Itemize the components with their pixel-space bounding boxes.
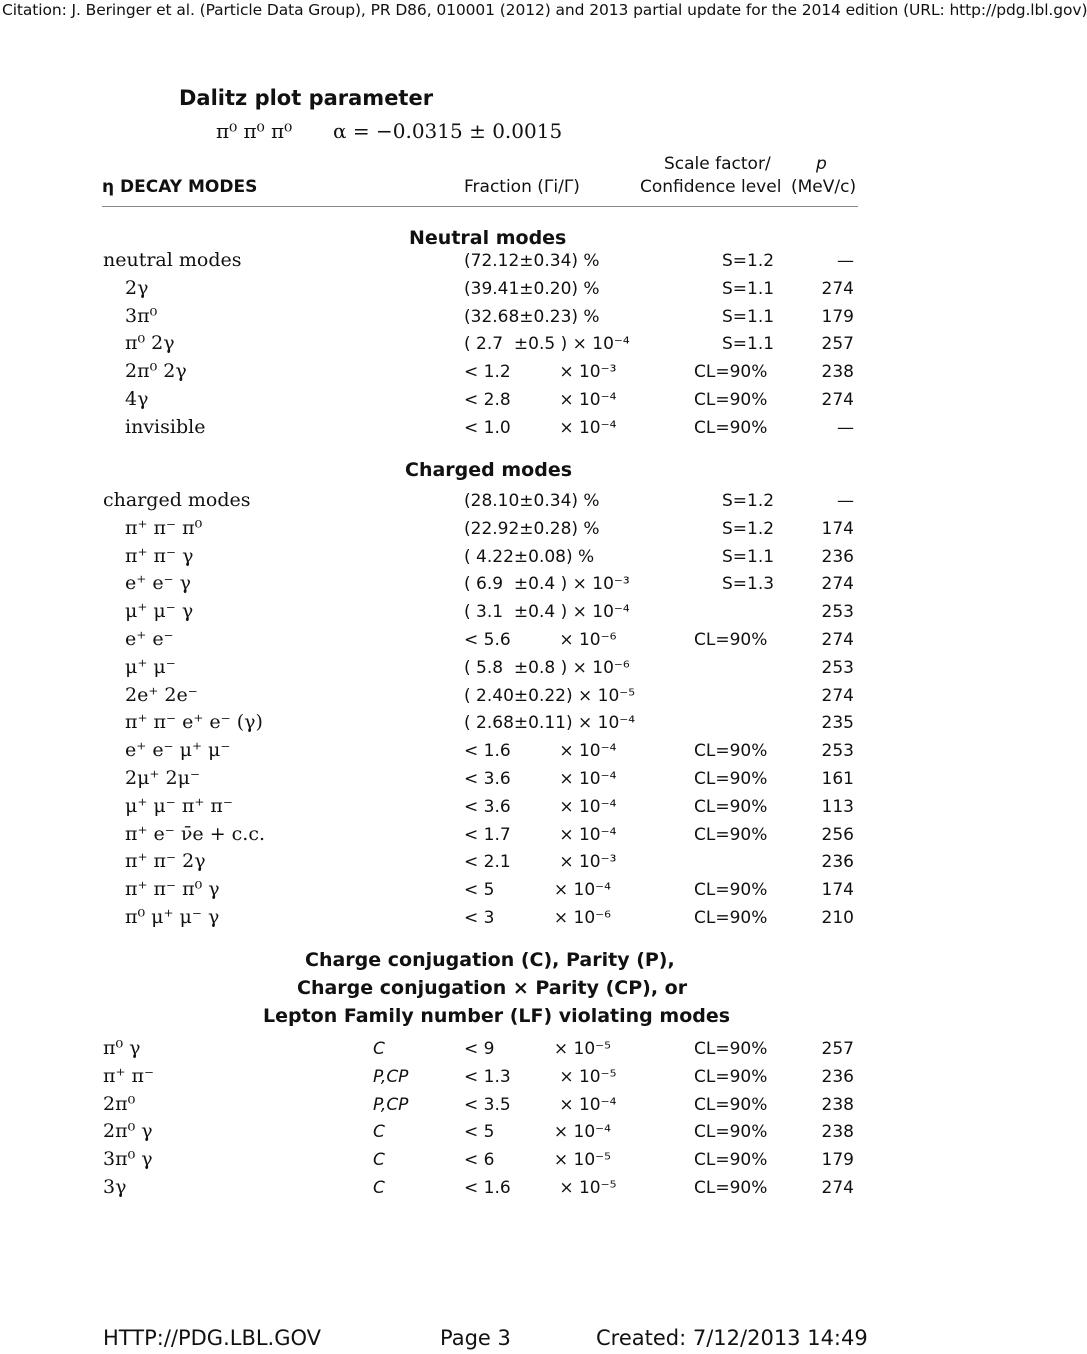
table-row [0, 852, 960, 878]
footer-url[interactable]: HTTP://PDG.LBL.GOV [103, 1326, 322, 1350]
table-row [0, 908, 960, 934]
table-row [0, 880, 960, 906]
decay-mode: π⁺ π⁻ π⁰ γ [125, 878, 220, 901]
section-violating-title-1: Charge conjugation (C), Parity (P), [305, 949, 675, 971]
header-confidence-level: Confidence level [640, 177, 782, 197]
table-row [0, 1092, 960, 1121]
scale-or-confidence: CL=90% [694, 908, 768, 928]
fraction-value: < 2.1 × 10⁻³ [464, 852, 617, 873]
dalitz-title: Dalitz plot parameter [179, 86, 434, 110]
decay-mode: 3π⁰ [125, 304, 158, 327]
decay-mode: e⁺ e⁻ [125, 628, 174, 650]
decay-mode: e⁺ e⁻ μ⁺ μ⁻ [125, 739, 231, 762]
table-row [0, 1064, 960, 1093]
decay-mode: 2γ [125, 276, 149, 299]
scale-or-confidence: S=1.1 [722, 306, 775, 327]
table-row [0, 516, 960, 545]
scale-or-confidence: CL=90% [694, 417, 768, 438]
scale-or-confidence: CL=90% [694, 769, 768, 789]
scale-or-confidence: CL=90% [694, 880, 768, 901]
fraction-value: ( 4.22±0.08) % [464, 546, 595, 567]
momentum-value: 256 [821, 824, 854, 845]
decay-mode: neutral modes [103, 249, 242, 271]
table-row [0, 304, 960, 333]
fraction-value: < 6 × 10⁻⁵ [464, 1150, 611, 1171]
decay-mode: π⁺ e⁻ ν̄e + c.c. [125, 822, 266, 845]
table-row [0, 602, 960, 628]
scale-or-confidence: S=1.1 [722, 546, 775, 567]
fraction-value: < 3.6 × 10⁻⁴ [464, 796, 617, 817]
violated-property: C [373, 1039, 385, 1059]
header-p-unit: (MeV/c) [791, 177, 857, 197]
table-row [0, 1122, 960, 1148]
scale-or-confidence: CL=90% [694, 1094, 768, 1115]
momentum-value: 174 [821, 518, 854, 539]
fraction-value: ( 2.40±0.22) × 10⁻⁵ [464, 685, 636, 706]
table-row [0, 1039, 960, 1065]
table-row [0, 334, 960, 360]
decay-mode: π⁺ π⁻ 2γ [125, 850, 206, 873]
table-row [0, 415, 960, 444]
decay-mode: μ⁺ μ⁻ [125, 655, 176, 678]
fraction-value: ( 2.68±0.11) × 10⁻⁴ [464, 713, 636, 734]
fraction-value: (28.10±0.34) % [464, 491, 600, 511]
table-row [0, 1150, 960, 1176]
fraction-value: < 9 × 10⁻⁵ [464, 1039, 611, 1059]
header-p: p [816, 154, 827, 174]
table-row [0, 769, 960, 795]
decay-mode: μ⁺ μ⁻ π⁺ π⁻ [125, 794, 233, 817]
header-decay-modes: η DECAY MODES [102, 177, 258, 197]
momentum-value: 238 [821, 1122, 854, 1143]
momentum-value: — [837, 491, 854, 511]
scale-or-confidence: CL=90% [694, 362, 768, 383]
decay-mode: π⁺ π⁻ e⁺ e⁻ (γ) [125, 711, 263, 734]
momentum-value: 238 [821, 1094, 854, 1115]
fraction-value: < 2.8 × 10⁻⁴ [464, 390, 617, 410]
scale-or-confidence: S=1.2 [722, 491, 775, 511]
decay-mode: 4γ [125, 388, 149, 410]
table-row [0, 390, 960, 416]
table-row [0, 741, 960, 767]
decay-mode: π⁰ γ [103, 1037, 141, 1059]
violated-property: C [373, 1178, 385, 1198]
fraction-value: < 1.2 × 10⁻³ [464, 362, 617, 383]
decay-mode: μ⁺ μ⁻ γ [125, 600, 194, 623]
fraction-value: < 5.6 × 10⁻⁶ [464, 630, 617, 650]
fraction-value: ( 6.9 ±0.4 ) × 10⁻³ [464, 574, 630, 595]
fraction-value: ( 2.7 ±0.5 ) × 10⁻⁴ [464, 334, 630, 355]
fraction-value: < 5 × 10⁻⁴ [464, 1122, 611, 1143]
momentum-value: 274 [821, 685, 854, 706]
scale-or-confidence: CL=90% [694, 796, 768, 817]
scale-or-confidence: CL=90% [694, 390, 768, 410]
momentum-value: 238 [821, 362, 854, 383]
fraction-value: (32.68±0.23) % [464, 306, 600, 327]
decay-mode: π⁺ π⁻ γ [125, 544, 194, 567]
section-neutral-title: Neutral modes [409, 227, 567, 249]
footer-page-number: Page 3 [440, 1326, 511, 1350]
momentum-value: — [837, 251, 854, 271]
scale-or-confidence: S=1.1 [722, 278, 775, 299]
fraction-value: < 3.6 × 10⁻⁴ [464, 769, 617, 789]
scale-or-confidence: S=1.3 [722, 574, 775, 595]
decay-mode: 2μ⁺ 2μ⁻ [125, 767, 200, 789]
header-rule [102, 206, 858, 207]
momentum-value: — [837, 417, 854, 438]
table-row [0, 655, 960, 684]
fraction-value: < 3 × 10⁻⁶ [464, 908, 611, 928]
section-violating-title-3: Lepton Family number (LF) violating modes [263, 1005, 731, 1027]
table-row [0, 251, 960, 277]
decay-mode: π⁰ μ⁺ μ⁻ γ [125, 906, 220, 928]
momentum-value: 210 [821, 908, 854, 928]
momentum-value: 235 [821, 713, 854, 734]
scale-or-confidence: CL=90% [694, 1039, 768, 1059]
scale-or-confidence: S=1.2 [722, 251, 775, 271]
violated-property: C [373, 1122, 385, 1143]
decay-mode: 3γ [103, 1176, 127, 1198]
fraction-value: (72.12±0.34) % [464, 251, 600, 271]
table-row [0, 276, 960, 305]
dalitz-mode: π⁰ π⁰ π⁰ [216, 119, 293, 143]
scale-or-confidence: CL=90% [694, 1178, 768, 1198]
momentum-value: 236 [821, 1066, 854, 1087]
header-scale-factor: Scale factor/ [664, 154, 771, 174]
section-violating-title-2: Charge conjugation × Parity (CP), or [297, 977, 688, 999]
decay-mode: charged modes [103, 489, 251, 511]
decay-mode: π⁰ 2γ [125, 332, 175, 355]
scale-or-confidence: CL=90% [694, 1150, 768, 1171]
scale-or-confidence: CL=90% [694, 1066, 768, 1087]
table-row [0, 683, 960, 712]
fraction-value: < 1.3 × 10⁻⁵ [464, 1066, 617, 1087]
momentum-value: 236 [821, 546, 854, 567]
decay-mode: 2π⁰ 2γ [125, 360, 187, 383]
fraction-value: < 1.6 × 10⁻⁵ [464, 1178, 617, 1198]
table-row [0, 574, 960, 600]
momentum-value: 257 [821, 1039, 854, 1059]
decay-mode: e⁺ e⁻ γ [125, 572, 191, 595]
scale-or-confidence: S=1.1 [722, 334, 775, 355]
header-fraction: Fraction (Γi/Γ) [464, 177, 580, 197]
momentum-value: 274 [821, 390, 854, 410]
momentum-value: 236 [821, 852, 854, 873]
scale-or-confidence: CL=90% [694, 1122, 768, 1143]
decay-mode: π⁺ π⁻ π⁰ [125, 516, 203, 539]
scale-or-confidence: S=1.2 [722, 518, 775, 539]
momentum-value: 161 [821, 769, 854, 789]
momentum-value: 113 [821, 796, 854, 817]
dalitz-value: α = −0.0315 ± 0.0015 [333, 119, 563, 143]
table-row [0, 794, 960, 823]
fraction-value: < 3.5 × 10⁻⁴ [464, 1094, 617, 1115]
decay-mode: invisible [125, 415, 206, 438]
table-row [0, 822, 960, 851]
fraction-value: < 1.6 × 10⁻⁴ [464, 741, 617, 762]
momentum-value: 274 [821, 278, 854, 299]
table-row [0, 1178, 960, 1204]
momentum-value: 179 [821, 306, 854, 327]
table-row [0, 713, 960, 739]
decay-mode: 2π⁰ [103, 1092, 136, 1115]
momentum-value: 174 [821, 880, 854, 901]
fraction-value: < 1.0 × 10⁻⁴ [464, 417, 617, 438]
violated-property: P,CP [373, 1094, 409, 1115]
footer-created: Created: 7/12/2013 14:49 [596, 1326, 868, 1350]
citation-line: Citation: J. Beringer et al. (Particle Data Group), PR D86, 010001 (2012) and 2013 partial update for the 2014 edition (URL: http://pdg.lbl.gov) [2, 1, 1087, 19]
fraction-value: ( 5.8 ±0.8 ) × 10⁻⁶ [464, 657, 630, 678]
fraction-value: < 5 × 10⁻⁴ [464, 880, 611, 901]
fraction-value: ( 3.1 ±0.4 ) × 10⁻⁴ [464, 602, 630, 623]
momentum-value: 257 [821, 334, 854, 355]
scale-or-confidence: CL=90% [694, 824, 768, 845]
fraction-value: < 1.7 × 10⁻⁴ [464, 824, 617, 845]
table-row [0, 491, 960, 517]
table-row [0, 630, 960, 656]
fraction-value: (22.92±0.28) % [464, 518, 600, 539]
table-row [0, 362, 960, 388]
fraction-value: (39.41±0.20) % [464, 278, 600, 299]
violated-property: P,CP [373, 1066, 409, 1087]
momentum-value: 274 [821, 1178, 854, 1198]
momentum-value: 274 [821, 574, 854, 595]
scale-or-confidence: CL=90% [694, 630, 768, 650]
momentum-value: 274 [821, 630, 854, 650]
momentum-value: 253 [821, 602, 854, 623]
momentum-value: 253 [821, 657, 854, 678]
table-row [0, 544, 960, 573]
momentum-value: 179 [821, 1150, 854, 1171]
section-charged-title: Charged modes [405, 459, 573, 481]
decay-mode: 2π⁰ γ [103, 1120, 153, 1143]
decay-mode: 2e⁺ 2e⁻ [125, 683, 198, 706]
scale-or-confidence: CL=90% [694, 741, 768, 762]
decay-mode: 3π⁰ γ [103, 1148, 153, 1171]
violated-property: C [373, 1150, 385, 1171]
momentum-value: 253 [821, 741, 854, 762]
decay-mode: π⁺ π⁻ [103, 1064, 155, 1087]
